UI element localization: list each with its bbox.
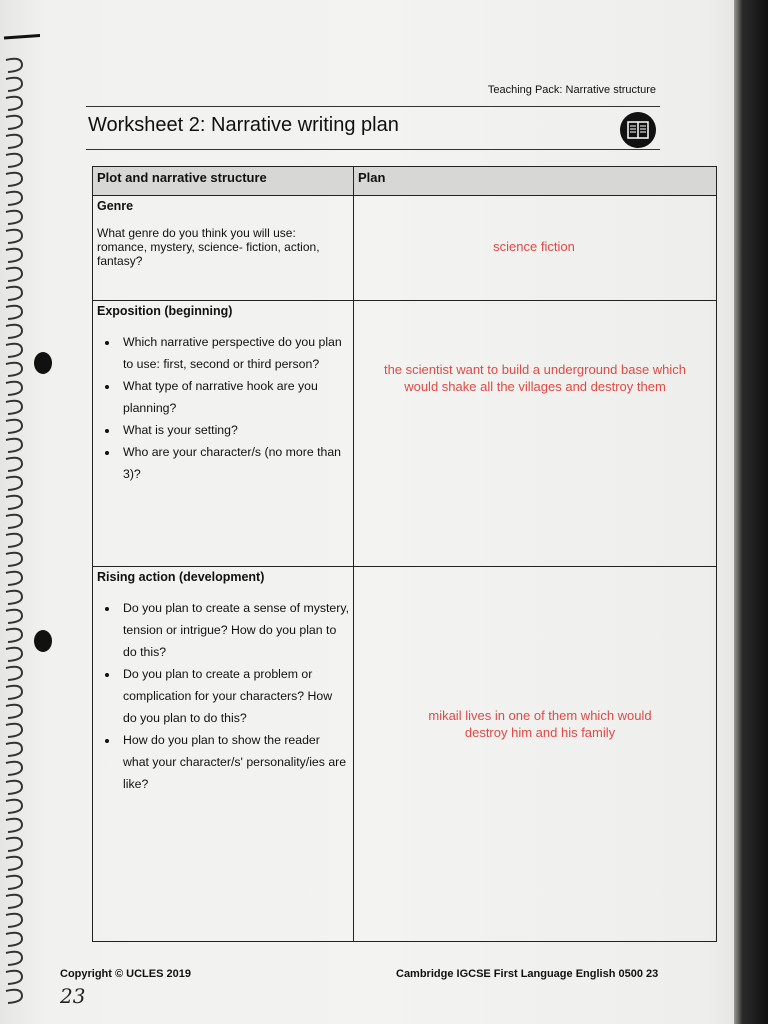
spiral-coil	[6, 344, 22, 357]
spiral-coil	[6, 572, 22, 585]
handwritten-plan: the scientist want to build a underground base which would shake all the villages and destroy them	[383, 362, 687, 394]
list-item: • Do you plan to create a problem or complication for your characters? How do you plan to do this?	[119, 663, 349, 729]
spiral-coil	[6, 477, 22, 490]
title-rule	[86, 149, 660, 150]
structure-cell	[93, 567, 354, 942]
spiral-coil	[6, 420, 22, 433]
handwritten-plan: mikail lives in one of them which would destroy him and his family	[428, 708, 652, 740]
spiral-coil	[6, 895, 22, 908]
spiral-coil	[6, 724, 22, 737]
worksheet-title: Worksheet 2: Narrative writing plan	[88, 114, 399, 136]
spiral-coil	[6, 629, 22, 642]
spiral-coil	[6, 781, 22, 794]
question-list	[97, 597, 349, 795]
spiral-coil	[6, 762, 22, 775]
list-item: • Who are your character/s (no more than 3)?	[119, 441, 349, 485]
plan-cell[interactable]	[354, 567, 717, 942]
spiral-coil	[6, 363, 22, 376]
spiral-coil	[6, 819, 22, 832]
spiral-coil	[6, 382, 22, 395]
spiral-coil	[6, 667, 22, 680]
column-header-plan: Plan	[354, 167, 717, 196]
spiral-coil	[6, 192, 22, 205]
header-rule	[86, 106, 660, 107]
spiral-coil	[6, 249, 22, 262]
spiral-coil	[6, 78, 22, 91]
spiral-coil	[6, 933, 22, 946]
spiral-coil	[6, 952, 22, 965]
spiral-coil	[6, 325, 22, 338]
spiral-coil	[6, 686, 22, 699]
spiral-coil	[6, 173, 22, 186]
handwritten-plan: science fiction	[493, 239, 575, 254]
section-title: Genre	[97, 199, 134, 213]
section-prompt: What genre do you think you will use: romance, mystery, science- fiction, action, fantasy?	[97, 226, 320, 268]
list-item: • What is your setting?	[119, 419, 349, 441]
spiral-coil	[6, 59, 22, 72]
list-item: • Do you plan to create a sense of mystery, tension or intrigue? How do you plan to do this?	[119, 597, 349, 663]
section-title: Exposition (beginning)	[97, 304, 233, 318]
spiral-coil	[6, 515, 22, 528]
spiral-coil	[6, 306, 22, 319]
spiral-coil	[6, 135, 22, 148]
spiral-coil	[6, 971, 22, 984]
table-header-row	[93, 167, 717, 196]
course-text: Cambridge IGCSE First Language English 0500 23	[396, 968, 659, 980]
spiral-coil	[6, 268, 22, 281]
column-header-structure: Plot and narrative structure	[93, 167, 354, 196]
spiral-coil	[6, 287, 22, 300]
spiral-coil	[6, 534, 22, 547]
section-title: Rising action (development)	[97, 570, 265, 584]
spiral-coil	[6, 553, 22, 566]
spiral-coil	[6, 800, 22, 813]
table-row-exposition	[93, 301, 717, 567]
list-item: • How do you plan to show the reader what your character/s' personality/ies are like?	[119, 729, 349, 795]
structure-cell	[93, 301, 354, 567]
spiral-coil	[6, 876, 22, 889]
spiral-coil	[6, 990, 22, 1003]
pack-title: Teaching Pack: Narrative structure	[487, 84, 656, 96]
spiral-coil	[6, 857, 22, 870]
spiral-coil	[6, 230, 22, 243]
punch-hole	[34, 630, 52, 652]
list-item: • What type of narrative hook are you planning?	[119, 375, 349, 419]
spiral-coil	[6, 116, 22, 129]
plan-cell[interactable]	[354, 301, 717, 567]
spiral-coil	[6, 705, 22, 718]
copyright-text: Copyright © UCLES 2019	[60, 968, 191, 980]
spiral-binding	[0, 20, 40, 1020]
list-item: • Which narrative perspective do you plan to use: first, second or third person?	[119, 331, 349, 375]
question-list	[97, 331, 349, 485]
binder-edge	[734, 0, 768, 1024]
book-icon	[620, 112, 656, 148]
spiral-coil	[6, 439, 22, 452]
spiral-coil	[6, 838, 22, 851]
spiral-coil	[6, 97, 22, 110]
spiral-coil	[6, 496, 22, 509]
structure-cell	[93, 196, 354, 301]
spiral-coil	[6, 610, 22, 623]
spiral-coil	[6, 401, 22, 414]
spiral-coil	[6, 591, 22, 604]
table-row-genre	[93, 196, 717, 301]
handwritten-page-number: 23	[60, 984, 86, 1008]
spiral-coil	[6, 458, 22, 471]
spiral-coil	[6, 914, 22, 927]
spiral-coil	[6, 154, 22, 167]
spiral-coil	[6, 211, 22, 224]
narrative-plan-table	[92, 166, 717, 942]
spiral-coil	[6, 743, 22, 756]
spiral-coil	[6, 648, 22, 661]
plan-cell[interactable]	[354, 196, 717, 301]
punch-hole	[34, 352, 52, 374]
table-row-rising-action	[93, 567, 717, 942]
